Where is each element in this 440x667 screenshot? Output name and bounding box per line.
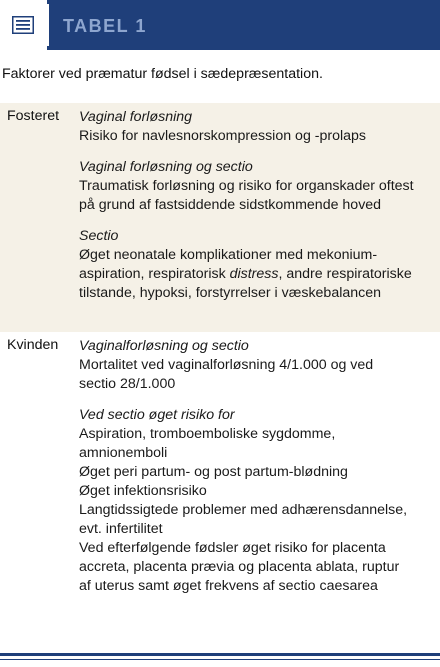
row-content: [79, 108, 435, 315]
block-line: [79, 265, 435, 284]
content-block: [79, 337, 435, 394]
block-line: Ved efterfølgende fødsler øget risiko for placenta: [79, 540, 386, 556]
table-header: [0, 0, 440, 50]
block-line: af uterus samt øget frekvens af sectio caesarea: [79, 578, 378, 594]
block-line: Risiko for navlesnorskompression og -prolaps: [79, 128, 367, 144]
block-heading: Sectio: [79, 228, 119, 244]
content-block: [79, 108, 435, 146]
block-heading: Ved sectio øget risiko for: [79, 407, 235, 423]
block-heading: Vaginal forløsning: [79, 109, 193, 125]
block-line: på grund af fastsiddende sidstkommende hoved: [79, 197, 382, 213]
header-icon-box: [0, 0, 48, 50]
footer-rule: [0, 653, 440, 656]
block-line: evt. infertilitet: [79, 521, 163, 537]
line-text: aspiration, respiratorisk: [79, 266, 230, 282]
table-row-kvinden: [0, 332, 440, 637]
block-line: Traumatisk forløsning og risiko for organskader oftest: [79, 178, 414, 194]
document-lines-icon: [12, 16, 34, 34]
table-caption: Faktorer ved præmatur fødsel i sædepræsentation.: [2, 66, 323, 82]
block-line: Mortalitet ved vaginalforløsning 4/1.000 og ved: [79, 357, 374, 373]
line-text: , andre respiratoriske: [278, 266, 412, 282]
block-line: sectio 28/1.000: [79, 376, 176, 392]
table-row-fosteret: [0, 103, 440, 332]
content-block: [79, 158, 435, 215]
block-line: tilstande, hypoksi, forstyrrelser i væskebalancen: [79, 285, 382, 301]
content-block: [79, 227, 435, 303]
block-line: Øget peri partum- og post partum-blødning: [79, 464, 348, 480]
block-line: accreta, placenta prævia og placenta ablata, ruptur: [79, 559, 400, 575]
table-title: TABEL 1: [63, 16, 147, 36]
content-block: [79, 406, 435, 596]
footer-rule: [0, 659, 440, 660]
row-label: Fosteret: [7, 108, 60, 124]
line-italic-term: distress: [229, 266, 279, 282]
row-label: Kvinden: [7, 337, 59, 353]
block-line: Aspiration, tromboemboliske sygdomme,: [79, 426, 336, 442]
block-line: Langtidssigtede problemer med adhærensdannelse,: [79, 502, 408, 518]
block-heading: Vaginal forløsning og sectio: [79, 159, 253, 175]
block-line: Øget infektionsrisiko: [79, 483, 207, 499]
block-line: amnionemboli: [79, 445, 168, 461]
block-heading: Vaginalforløsning og sectio: [79, 338, 249, 354]
block-line: Øget neonatale komplikationer med mekonium-: [79, 247, 378, 263]
header-divider: [47, 4, 49, 46]
row-content: [79, 337, 435, 608]
